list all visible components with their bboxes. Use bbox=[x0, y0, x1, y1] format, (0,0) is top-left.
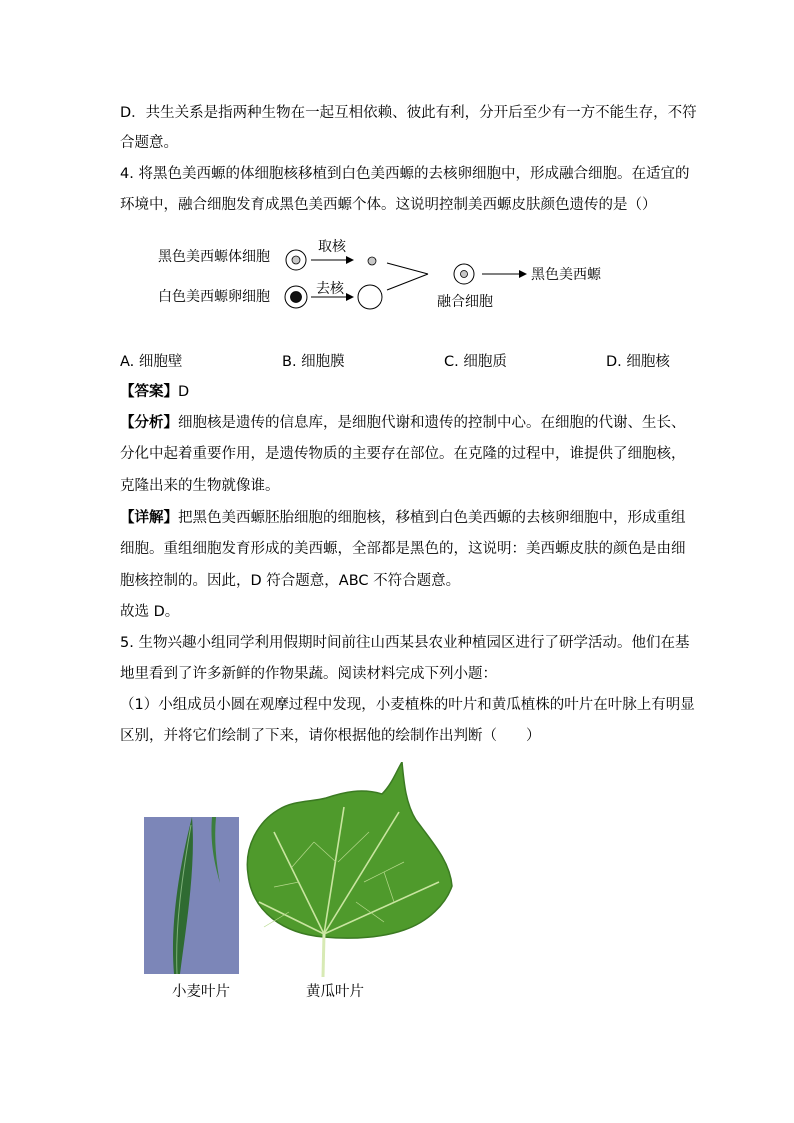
cell-icon bbox=[358, 285, 382, 309]
analysis-label: 【分析】 bbox=[120, 415, 178, 431]
cell-icon bbox=[368, 257, 376, 265]
black-cell-label: 黑色美西螈体细胞 bbox=[158, 249, 270, 265]
question-5-sub-line: 区别，并将它们绘制了下来，请你根据他的绘制作出判断（ ） bbox=[120, 728, 541, 744]
wheat-leaf-photo bbox=[144, 817, 239, 974]
remove-nucleus-label: 去核 bbox=[316, 281, 344, 297]
question-5-line: 地里看到了许多新鲜的作物果蔬。阅读材料完成下列小题： bbox=[120, 666, 497, 682]
cucumber-leaf-photo bbox=[244, 762, 454, 977]
take-nucleus-label: 取核 bbox=[318, 239, 346, 255]
nuclear-transfer-diagram bbox=[150, 232, 620, 322]
result-label: 黑色美西螈 bbox=[531, 267, 601, 283]
detail-line: 胞核控制的。因此，D 符合题意，ABC 不符合题意。 bbox=[120, 573, 461, 589]
question-5-sub-line: （1）小组成员小圆在观摩过程中发现，小麦植株的叶片和黄瓜植株的叶片在叶脉上有明显 bbox=[120, 697, 695, 713]
analysis-line: 分化中起着重要作用，是遗传物质的主要存在部位。在克隆的过程中，谁提供了细胞核， bbox=[120, 446, 686, 462]
paragraph-line: D．共生关系是指两种生物在一起互相依赖、彼此有利，分开后至少有一方不能生存，不符 bbox=[120, 105, 697, 121]
detail-label: 【详解】 bbox=[120, 510, 178, 526]
question-4-line: 4. 将黑色美西螈的体细胞核移植到白色美西螈的去核卵细胞中，形成融合细胞。在适宜的 bbox=[120, 166, 690, 182]
wheat-caption: 小麦叶片 bbox=[172, 984, 230, 1000]
paragraph-line: 合题意。 bbox=[120, 135, 178, 151]
option-a: A. 细胞壁 bbox=[120, 354, 183, 370]
answer-label: 【答案】 bbox=[120, 384, 178, 400]
cell-icon bbox=[286, 250, 306, 270]
cucumber-caption: 黄瓜叶片 bbox=[306, 984, 364, 1000]
question-5-line: 5. 生物兴趣小组同学利用假期时间前往山西某县农业种植园区进行了研学活动。他们在基 bbox=[120, 635, 690, 651]
conclusion-line: 故选 D。 bbox=[120, 604, 180, 620]
question-4-line: 环境中，融合细胞发育成黑色美西螈个体。这说明控制美西螈皮肤颜色遗传的是（） bbox=[120, 197, 657, 213]
fused-cell-label: 融合细胞 bbox=[437, 294, 493, 310]
detail-line: 细胞。重组细胞发育形成的美西螈，全部都是黑色的，这说明：美西螈皮肤的颜色是由细 bbox=[120, 541, 686, 557]
option-b: B. 细胞膜 bbox=[282, 354, 345, 370]
option-d: D. 细胞核 bbox=[606, 354, 670, 370]
answer-value: D bbox=[178, 384, 190, 400]
answer-line bbox=[120, 382, 189, 402]
analysis-text: 细胞核是遗传的信息库，是细胞代谢和遗传的控制中心。在细胞的代谢、生长、 bbox=[178, 415, 686, 431]
analysis-line bbox=[120, 413, 686, 433]
diagram-drawing bbox=[150, 232, 620, 322]
cell-icon bbox=[454, 264, 474, 284]
detail-text: 把黑色美西螈胚胎细胞的细胞核，移植到白色美西螈的去核卵细胞中，形成重组 bbox=[178, 510, 686, 526]
cell-icon bbox=[285, 286, 307, 308]
analysis-line: 克隆出来的生物就像谁。 bbox=[120, 478, 280, 494]
detail-line bbox=[120, 508, 686, 528]
white-cell-label: 白色美西螈卵细胞 bbox=[158, 289, 270, 305]
option-c: C. 细胞质 bbox=[444, 354, 507, 370]
